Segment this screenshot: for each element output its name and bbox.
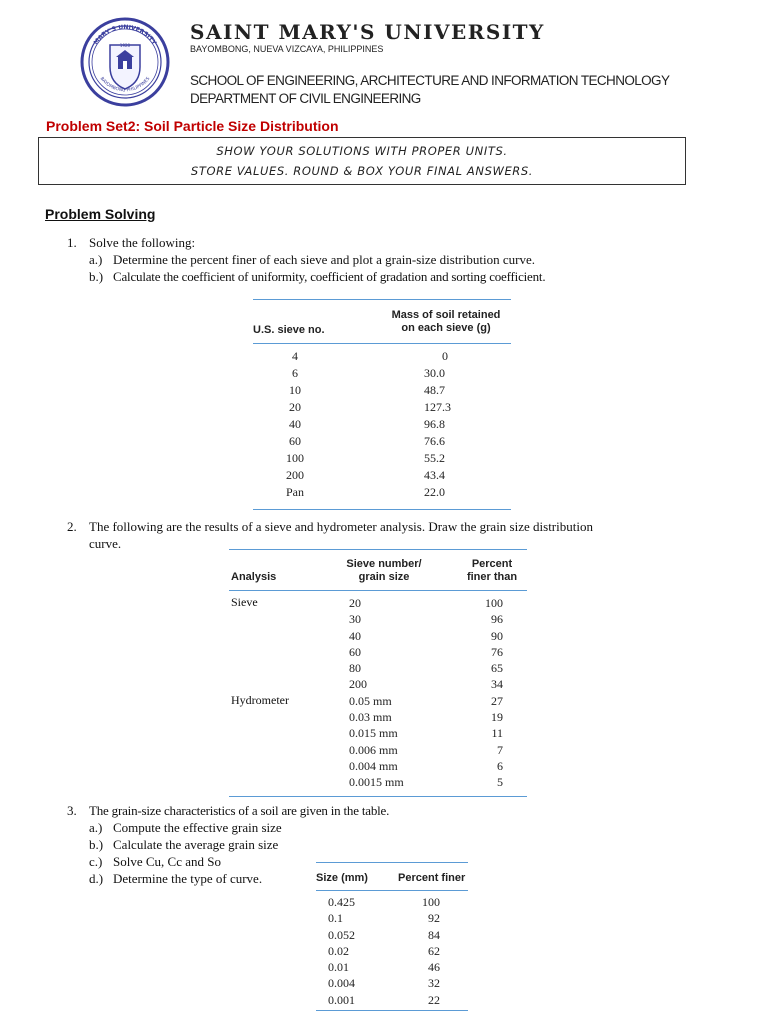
table-rule — [253, 343, 511, 344]
column-header: Size (mm) — [316, 872, 368, 884]
sieve-no-column: 4 6 10 20 40 60 100 200 Pan — [286, 349, 304, 499]
table-rule — [316, 862, 468, 863]
percent-column: 100 92 84 62 46 32 22 — [422, 895, 440, 1007]
column-header: Percent finer than — [466, 558, 518, 583]
table-rule — [253, 509, 511, 510]
sieve-table — [253, 299, 511, 511]
logo-arc-text: MARY'S UNIVERSITY — [92, 23, 158, 47]
problem-3d-text: Determine the type of curve. — [113, 871, 263, 886]
problem-set-title: Problem Set2: Soil Particle Size Distribution — [46, 118, 339, 134]
mass-column: 0 30.0 48.7 127.3 96.8 76.6 55.2 43.4 22.0 — [424, 349, 451, 499]
problem-3c-label: c.) — [89, 854, 103, 869]
problem-1a-text: Determine the percent finer of each sieve and plot a grain-size distribution curve. — [113, 252, 535, 267]
group-label-sieve: Sieve — [231, 595, 258, 609]
logo-year: 1928 — [119, 43, 131, 48]
university-name: SAINT MARY'S UNIVERSITY — [190, 20, 545, 44]
column-header: U.S. sieve no. — [253, 324, 325, 336]
size-column: 0.425 0.1 0.052 0.02 0.01 0.004 0.001 — [328, 895, 355, 1007]
instruction-line: STORE VALUES. ROUND & BOX YOUR FINAL ANSWERS. — [190, 164, 534, 178]
group-label-hydrometer: Hydrometer — [231, 693, 289, 707]
table-rule — [229, 590, 527, 591]
problem-3-text: The grain-size characteristics of a soil are given in the table. — [89, 803, 390, 818]
university-seal-logo — [80, 17, 170, 107]
problem-3-number: 3. — [67, 803, 77, 818]
problem-3d-label: d.) — [89, 871, 104, 886]
instructions-box — [38, 137, 686, 185]
problem-3c-text: Solve Cu, Cc and So — [113, 854, 221, 869]
table-rule — [229, 549, 527, 550]
problem-1-text: Solve the following: — [89, 235, 196, 250]
problem-1a-label: a.) — [89, 252, 103, 267]
problem-2-text-line2: curve. — [89, 536, 122, 551]
column-header: Analysis — [231, 571, 277, 583]
table-rule — [229, 796, 527, 797]
table-rule — [253, 299, 511, 300]
problem-1b-label: b.) — [89, 269, 104, 284]
hydrometer-table — [229, 549, 527, 799]
section-title: Problem Solving — [45, 206, 156, 222]
problem-3b-text: Calculate the average grain size — [113, 837, 279, 852]
problem-1-number: 1. — [67, 235, 77, 250]
column-header: Percent finer — [398, 872, 466, 884]
department-name: DEPARTMENT OF CIVIL ENGINEERING — [190, 91, 421, 106]
instruction-line: SHOW YOUR SOLUTIONS WITH PROPER UNITS. — [216, 144, 508, 158]
logo-arc-sub: BAYOMBONG PHILIPPINES — [98, 76, 152, 94]
problem-3a-label: a.) — [89, 820, 103, 835]
problem-2-text-line1: The following are the results of a sieve and hydrometer analysis. Draw the grain size distribution — [89, 519, 593, 534]
percent-column: 100 96 90 76 65 34 27 19 11 7 6 5 — [485, 596, 503, 790]
university-address: BAYOMBONG, NUEVA VIZCAYA, PHILIPPINES — [190, 44, 384, 54]
grain-size-table — [316, 862, 468, 1012]
problem-1b-text: Calculate the coefficient of uniformity, coefficient of gradation and sorting coefficient. — [113, 269, 546, 284]
problem-3a-text: Compute the effective grain size — [113, 820, 282, 835]
column-header: Mass of soil retained on each sieve (g) — [391, 309, 501, 334]
table-rule — [316, 890, 468, 891]
problem-3b-label: b.) — [89, 837, 104, 852]
school-department — [190, 72, 669, 108]
problem-2-number: 2. — [67, 519, 77, 534]
column-header: Sieve number/ grain size — [346, 558, 422, 583]
size-column: 20 30 40 60 80 200 0.05 mm 0.03 mm 0.015 mm 0.006 mm 0.004 mm 0.0015 mm — [349, 596, 404, 790]
school-name: SCHOOL OF ENGINEERING, ARCHITECTURE AND INFORMATION TECHNOLOGY — [190, 73, 670, 88]
table-rule — [316, 1010, 468, 1011]
